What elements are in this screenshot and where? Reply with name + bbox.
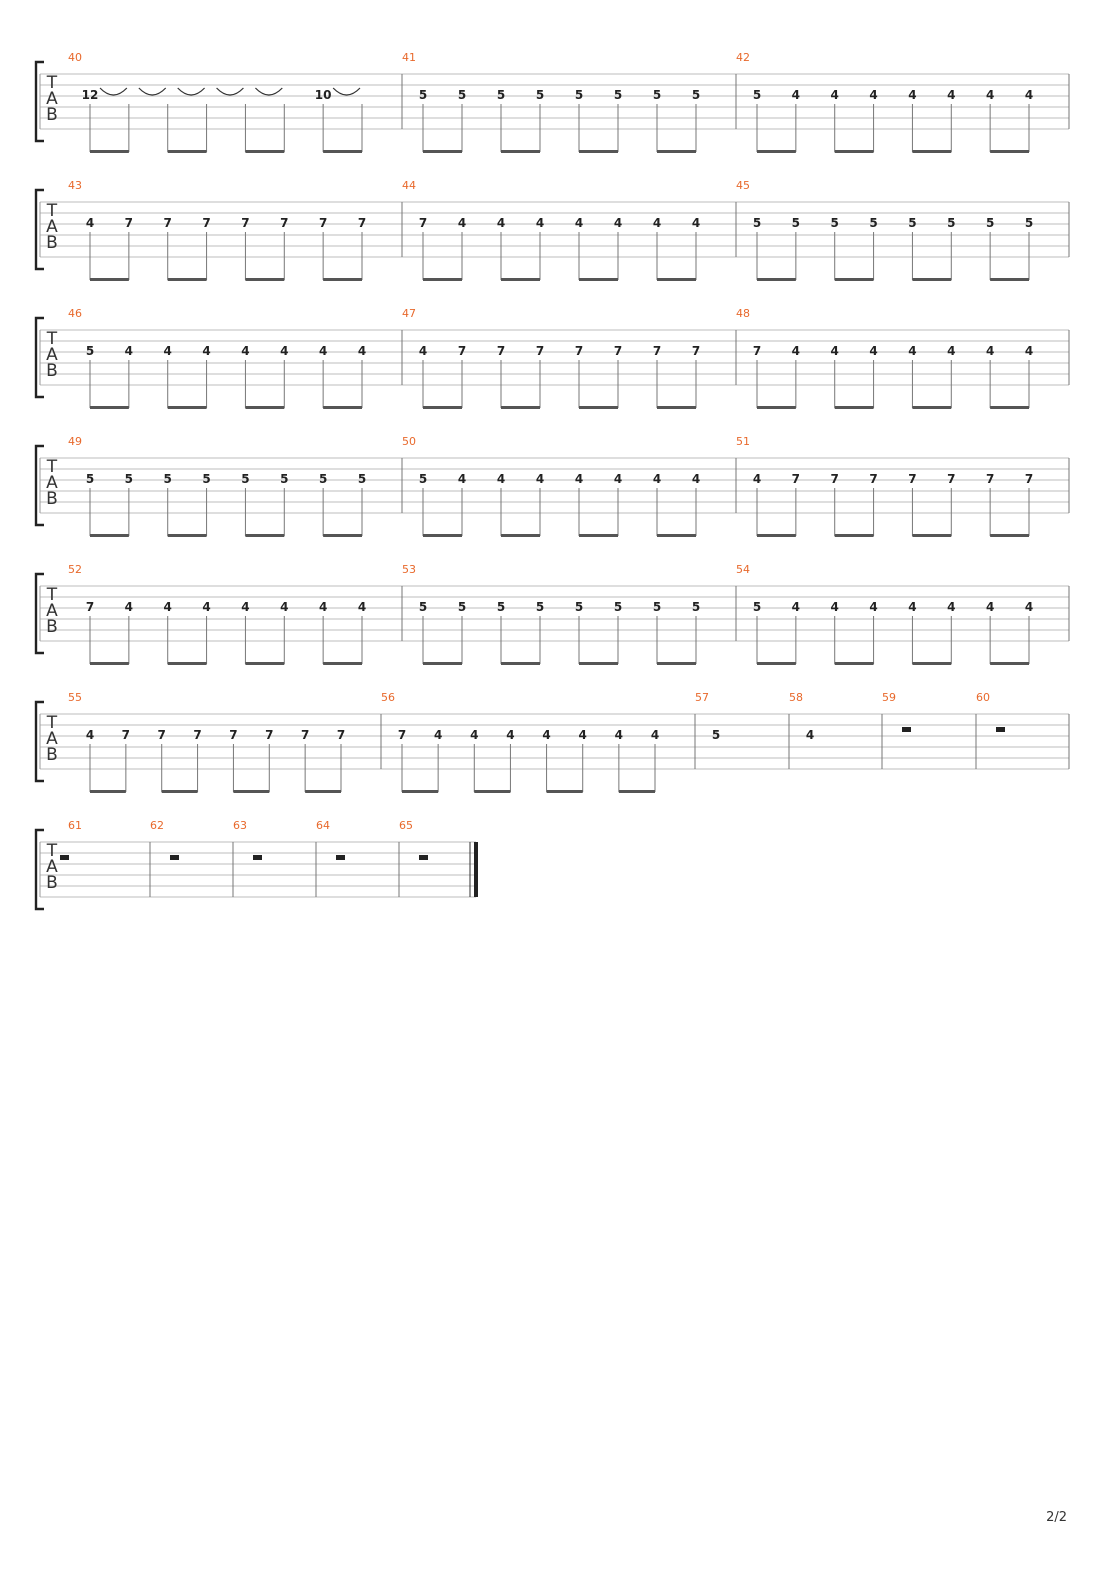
fret-number: 5 bbox=[985, 216, 995, 230]
fret-number: 4 bbox=[985, 344, 995, 358]
measure-number: 44 bbox=[402, 179, 416, 192]
beam bbox=[423, 406, 462, 409]
fret-number: 5 bbox=[574, 88, 584, 102]
beam bbox=[757, 278, 796, 281]
tab-clef-letter: T bbox=[46, 457, 58, 477]
tab-clef-letter: B bbox=[46, 489, 58, 509]
beam bbox=[305, 790, 341, 793]
beam bbox=[579, 278, 618, 281]
fret-number: 4 bbox=[869, 344, 878, 358]
measure-number: 61 bbox=[68, 819, 82, 832]
fret-number: 5 bbox=[357, 472, 367, 486]
whole-rest bbox=[170, 855, 179, 860]
fret-number: 4 bbox=[506, 728, 515, 742]
beam bbox=[168, 278, 207, 281]
fret-number: 4 bbox=[805, 728, 815, 742]
tab-clef-letter: B bbox=[46, 105, 58, 125]
fret-number: 4 bbox=[202, 600, 211, 614]
fret-number: 7 bbox=[163, 216, 172, 230]
fret-number: 4 bbox=[85, 216, 95, 230]
tab-clef-letter: T bbox=[46, 585, 58, 605]
fret-number: 4 bbox=[578, 728, 587, 742]
fret-number: 4 bbox=[124, 600, 134, 614]
tab-clef-letter: A bbox=[46, 345, 58, 365]
fret-number: 7 bbox=[1024, 472, 1034, 486]
tie bbox=[255, 88, 282, 95]
measure-number: 58 bbox=[789, 691, 803, 704]
fret-number: 4 bbox=[985, 88, 995, 102]
beam bbox=[168, 406, 207, 409]
fret-number: 4 bbox=[535, 216, 545, 230]
tab-clef-letter: A bbox=[46, 601, 58, 621]
fret-number: 5 bbox=[652, 88, 662, 102]
fret-number: 5 bbox=[830, 216, 839, 230]
fret-number: 7 bbox=[830, 472, 839, 486]
measure-number: 49 bbox=[68, 435, 82, 448]
fret-number: 5 bbox=[574, 600, 584, 614]
fret-number: 5 bbox=[791, 216, 801, 230]
beam bbox=[990, 150, 1029, 153]
beam bbox=[501, 406, 540, 409]
fret-number: 4 bbox=[947, 88, 956, 102]
fret-number: 7 bbox=[535, 344, 545, 358]
tab-clef-letter: A bbox=[46, 89, 58, 109]
fret-number: 7 bbox=[265, 728, 274, 742]
whole-rest bbox=[253, 855, 262, 860]
beam bbox=[912, 662, 951, 665]
beam bbox=[245, 534, 284, 537]
beam bbox=[657, 278, 696, 281]
fret-number: 5 bbox=[124, 472, 134, 486]
fret-number: 5 bbox=[85, 344, 95, 358]
fret-number: 4 bbox=[357, 344, 367, 358]
beam bbox=[501, 150, 540, 153]
whole-rest bbox=[419, 855, 428, 860]
fret-number: 5 bbox=[535, 600, 545, 614]
fret-number: 4 bbox=[496, 472, 506, 486]
tab-clef-letter: T bbox=[46, 713, 58, 733]
beam bbox=[912, 534, 951, 537]
fret-number: 4 bbox=[614, 728, 624, 742]
beam bbox=[579, 406, 618, 409]
tab-clef-letter: T bbox=[46, 329, 58, 349]
fret-number: 5 bbox=[457, 600, 467, 614]
fret-number: 5 bbox=[418, 472, 428, 486]
measure-number: 53 bbox=[402, 563, 416, 576]
tab-clef-letter: A bbox=[46, 473, 58, 493]
fret-number: 5 bbox=[752, 600, 762, 614]
beam bbox=[245, 278, 284, 281]
fret-number: 4 bbox=[830, 600, 839, 614]
fret-number: 5 bbox=[457, 88, 467, 102]
whole-rest bbox=[996, 727, 1005, 732]
fret-number: 4 bbox=[691, 216, 701, 230]
fret-number: 5 bbox=[418, 88, 428, 102]
tab-clef-letter: B bbox=[46, 617, 58, 637]
beam bbox=[912, 150, 951, 153]
fret-number: 4 bbox=[202, 344, 211, 358]
fret-number: 5 bbox=[947, 216, 956, 230]
beam bbox=[90, 406, 129, 409]
beam bbox=[90, 150, 129, 153]
fret-number: 5 bbox=[691, 88, 701, 102]
beam bbox=[245, 150, 284, 153]
measure-number: 41 bbox=[402, 51, 416, 64]
fret-number: 7 bbox=[318, 216, 328, 230]
measure-number: 42 bbox=[736, 51, 750, 64]
fret-number: 5 bbox=[752, 216, 762, 230]
measure-number: 59 bbox=[882, 691, 896, 704]
measure-number: 56 bbox=[381, 691, 395, 704]
beam bbox=[323, 534, 362, 537]
measure-number: 55 bbox=[68, 691, 82, 704]
fret-number: 4 bbox=[85, 728, 95, 742]
fret-number: 5 bbox=[202, 472, 211, 486]
whole-rest bbox=[902, 727, 911, 732]
page-number: 2/2 bbox=[1046, 1510, 1067, 1525]
fret-number: 4 bbox=[691, 472, 701, 486]
fret-number: 5 bbox=[869, 216, 878, 230]
whole-rest bbox=[336, 855, 345, 860]
fret-number: 7 bbox=[652, 344, 662, 358]
tie bbox=[333, 88, 360, 95]
measure-number: 45 bbox=[736, 179, 750, 192]
fret-number: 7 bbox=[193, 728, 202, 742]
fret-number: 4 bbox=[908, 88, 917, 102]
fret-number: 4 bbox=[650, 728, 660, 742]
fret-number: 4 bbox=[1024, 88, 1034, 102]
fret-number: 4 bbox=[1024, 344, 1034, 358]
beam bbox=[835, 278, 874, 281]
beam bbox=[245, 406, 284, 409]
beam bbox=[757, 662, 796, 665]
fret-number: 7 bbox=[241, 216, 250, 230]
fret-number: 4 bbox=[869, 88, 878, 102]
fret-number: 5 bbox=[241, 472, 250, 486]
tie bbox=[100, 88, 127, 95]
fret-number: 7 bbox=[457, 344, 467, 358]
beam bbox=[912, 278, 951, 281]
beam bbox=[990, 534, 1029, 537]
fret-number: 5 bbox=[535, 88, 545, 102]
fret-number: 4 bbox=[496, 216, 506, 230]
fret-number: 4 bbox=[163, 600, 172, 614]
fret-number: 7 bbox=[947, 472, 956, 486]
beam bbox=[835, 150, 874, 153]
fret-number: 7 bbox=[418, 216, 428, 230]
fret-number: 4 bbox=[791, 88, 801, 102]
fret-number: 4 bbox=[124, 344, 134, 358]
fret-number: 4 bbox=[752, 472, 762, 486]
beam bbox=[323, 278, 362, 281]
fret-number: 4 bbox=[613, 216, 623, 230]
beam bbox=[835, 662, 874, 665]
fret-number: 7 bbox=[202, 216, 211, 230]
tab-clef-letter: T bbox=[46, 73, 58, 93]
fret-number: 4 bbox=[163, 344, 172, 358]
beam bbox=[423, 278, 462, 281]
beam bbox=[474, 790, 510, 793]
fret-number: 10 bbox=[314, 88, 332, 102]
fret-number: 5 bbox=[1024, 216, 1034, 230]
beam bbox=[579, 534, 618, 537]
beam bbox=[162, 790, 198, 793]
tab-clef-letter: A bbox=[46, 857, 58, 877]
tab-clef-letter: T bbox=[46, 201, 58, 221]
measure-number: 65 bbox=[399, 819, 413, 832]
beam bbox=[90, 662, 129, 665]
beam bbox=[323, 662, 362, 665]
fret-number: 5 bbox=[163, 472, 172, 486]
fret-number: 4 bbox=[908, 600, 917, 614]
fret-number: 7 bbox=[124, 216, 134, 230]
fret-number: 4 bbox=[470, 728, 479, 742]
beam bbox=[233, 790, 269, 793]
beam bbox=[90, 790, 126, 793]
measure-number: 50 bbox=[402, 435, 416, 448]
fret-number: 4 bbox=[947, 600, 956, 614]
fret-number: 7 bbox=[691, 344, 701, 358]
fret-number: 7 bbox=[908, 472, 917, 486]
fret-number: 4 bbox=[652, 216, 662, 230]
fret-number: 5 bbox=[496, 600, 506, 614]
fret-number: 5 bbox=[652, 600, 662, 614]
fret-number: 4 bbox=[869, 600, 878, 614]
fret-number: 4 bbox=[574, 216, 584, 230]
beam bbox=[657, 406, 696, 409]
tab-clef-letter: B bbox=[46, 233, 58, 253]
fret-number: 4 bbox=[357, 600, 367, 614]
fret-number: 4 bbox=[433, 728, 443, 742]
beam bbox=[168, 150, 207, 153]
tab-clef-letter: B bbox=[46, 745, 58, 765]
whole-rest bbox=[60, 855, 69, 860]
fret-number: 4 bbox=[830, 344, 839, 358]
beam bbox=[501, 278, 540, 281]
fret-number: 4 bbox=[542, 728, 551, 742]
beam bbox=[90, 278, 129, 281]
beam bbox=[423, 150, 462, 153]
fret-number: 4 bbox=[791, 344, 801, 358]
fret-number: 7 bbox=[574, 344, 584, 358]
measure-number: 46 bbox=[68, 307, 82, 320]
measure-number: 54 bbox=[736, 563, 750, 576]
fret-number: 4 bbox=[535, 472, 545, 486]
beam bbox=[912, 406, 951, 409]
fret-number: 5 bbox=[711, 728, 721, 742]
beam bbox=[402, 790, 438, 793]
fret-number: 7 bbox=[229, 728, 238, 742]
fret-number: 4 bbox=[318, 600, 328, 614]
fret-number: 4 bbox=[574, 472, 584, 486]
fret-number: 4 bbox=[830, 88, 839, 102]
fret-number: 4 bbox=[613, 472, 623, 486]
measure-number: 52 bbox=[68, 563, 82, 576]
measure-number: 64 bbox=[316, 819, 330, 832]
fret-number: 5 bbox=[418, 600, 428, 614]
fret-number: 4 bbox=[985, 600, 995, 614]
fret-number: 4 bbox=[280, 344, 289, 358]
tab-clef-letter: T bbox=[46, 841, 58, 861]
measure-number: 63 bbox=[233, 819, 247, 832]
fret-number: 7 bbox=[357, 216, 367, 230]
fret-number: 12 bbox=[81, 88, 99, 102]
beam bbox=[579, 150, 618, 153]
beam bbox=[423, 662, 462, 665]
beam bbox=[757, 150, 796, 153]
fret-number: 7 bbox=[300, 728, 310, 742]
fret-number: 4 bbox=[280, 600, 289, 614]
beam bbox=[90, 534, 129, 537]
fret-number: 5 bbox=[85, 472, 95, 486]
fret-number: 4 bbox=[908, 344, 917, 358]
tie bbox=[178, 88, 205, 95]
fret-number: 4 bbox=[457, 472, 467, 486]
fret-number: 4 bbox=[418, 344, 428, 358]
fret-number: 5 bbox=[613, 88, 623, 102]
beam bbox=[835, 534, 874, 537]
measure-number: 51 bbox=[736, 435, 750, 448]
measure-number: 40 bbox=[68, 51, 82, 64]
beam bbox=[990, 406, 1029, 409]
fret-number: 4 bbox=[241, 344, 250, 358]
fret-number: 7 bbox=[985, 472, 995, 486]
fret-number: 7 bbox=[613, 344, 623, 358]
beam bbox=[323, 150, 362, 153]
fret-number: 5 bbox=[691, 600, 701, 614]
beam bbox=[835, 406, 874, 409]
beam bbox=[501, 662, 540, 665]
beam bbox=[168, 534, 207, 537]
fret-number: 4 bbox=[791, 600, 801, 614]
beam bbox=[501, 534, 540, 537]
fret-number: 4 bbox=[241, 600, 250, 614]
measure-number: 62 bbox=[150, 819, 164, 832]
measure-number: 48 bbox=[736, 307, 750, 320]
beam bbox=[423, 534, 462, 537]
fret-number: 7 bbox=[397, 728, 407, 742]
beam bbox=[757, 406, 796, 409]
beam bbox=[619, 790, 655, 793]
fret-number: 7 bbox=[157, 728, 166, 742]
fret-number: 7 bbox=[496, 344, 506, 358]
tie bbox=[217, 88, 244, 95]
tab-clef-letter: A bbox=[46, 217, 58, 237]
beam bbox=[245, 662, 284, 665]
fret-number: 4 bbox=[947, 344, 956, 358]
measure-number: 60 bbox=[976, 691, 990, 704]
tab-clef-letter: B bbox=[46, 873, 58, 893]
fret-number: 7 bbox=[791, 472, 801, 486]
fret-number: 4 bbox=[457, 216, 467, 230]
fret-number: 5 bbox=[752, 88, 762, 102]
tab-clef-letter: A bbox=[46, 729, 58, 749]
fret-number: 7 bbox=[336, 728, 346, 742]
measure-number: 57 bbox=[695, 691, 709, 704]
measure-number: 43 bbox=[68, 179, 82, 192]
fret-number: 5 bbox=[908, 216, 917, 230]
fret-number: 5 bbox=[496, 88, 506, 102]
fret-number: 7 bbox=[752, 344, 762, 358]
beam bbox=[757, 534, 796, 537]
beam bbox=[657, 662, 696, 665]
beam bbox=[990, 662, 1029, 665]
beam bbox=[579, 662, 618, 665]
fret-number: 7 bbox=[121, 728, 131, 742]
tie bbox=[139, 88, 166, 95]
beam bbox=[547, 790, 583, 793]
fret-number: 5 bbox=[613, 600, 623, 614]
fret-number: 5 bbox=[318, 472, 328, 486]
beam bbox=[323, 406, 362, 409]
fret-number: 7 bbox=[869, 472, 878, 486]
beam bbox=[657, 150, 696, 153]
measure-number: 47 bbox=[402, 307, 416, 320]
beam bbox=[168, 662, 207, 665]
fret-number: 5 bbox=[280, 472, 289, 486]
tab-clef-letter: B bbox=[46, 361, 58, 381]
fret-number: 7 bbox=[280, 216, 289, 230]
final-barline-thick bbox=[474, 842, 478, 897]
fret-number: 4 bbox=[1024, 600, 1034, 614]
beam bbox=[990, 278, 1029, 281]
fret-number: 4 bbox=[652, 472, 662, 486]
beam bbox=[657, 534, 696, 537]
fret-number: 7 bbox=[85, 600, 95, 614]
fret-number: 4 bbox=[318, 344, 328, 358]
